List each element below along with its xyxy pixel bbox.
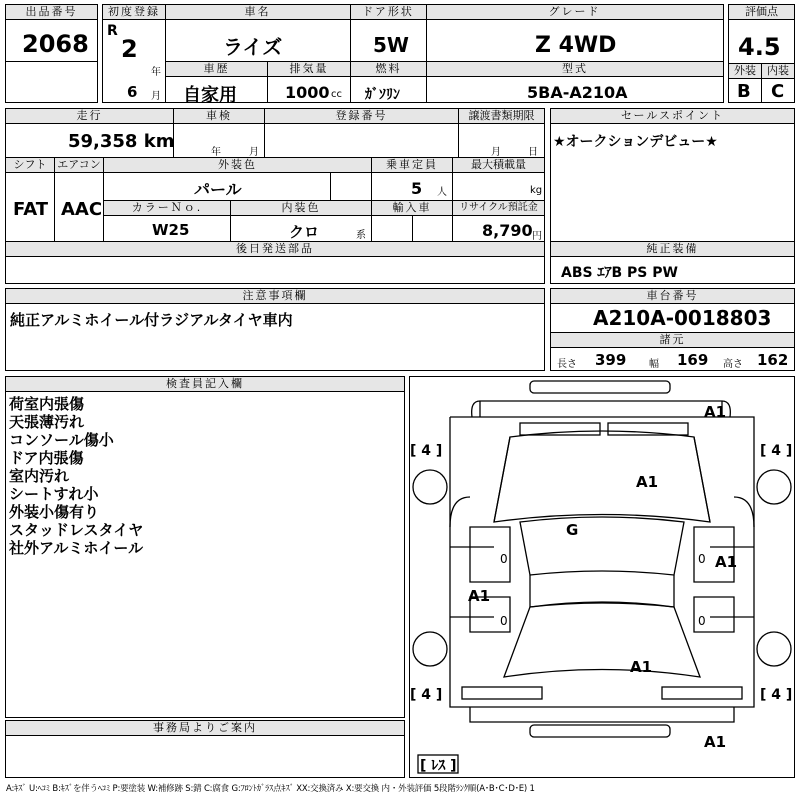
- lot-number: 2068: [22, 30, 89, 58]
- transfer-label: 譲渡書類期限: [459, 109, 544, 124]
- panel-zero: 0: [500, 614, 508, 628]
- caution-text: 純正アルミホイール付ラジアルタイヤ車内: [10, 311, 293, 329]
- panel-zero: 0: [698, 614, 706, 628]
- hgt: 162: [757, 351, 789, 369]
- load-label: 最大積載量: [453, 158, 544, 173]
- mileage-label: 走行: [6, 109, 173, 124]
- recycle-unit: 円: [532, 231, 542, 242]
- inspection-month: 月: [249, 147, 259, 158]
- recycle-label: リサイクル預託金: [453, 201, 544, 216]
- ac-label: エアコン: [55, 158, 103, 173]
- spec-box: [5, 108, 545, 242]
- reg-year: 2: [121, 35, 138, 63]
- hgt-label: 高さ: [723, 359, 743, 370]
- exterior-label: 外装: [729, 64, 761, 79]
- lot-label: 出品番号: [6, 5, 97, 20]
- note-item: 天張薄汚れ: [9, 413, 85, 431]
- tire-depth: [ 4 ]: [760, 687, 793, 703]
- doors-label: ドア形状: [350, 5, 426, 20]
- score-box: [728, 4, 795, 103]
- damage-mark: A1: [704, 403, 727, 421]
- import-label: 輸入車: [372, 201, 452, 216]
- note-item: シートすれ小: [9, 485, 99, 503]
- ac: AAC: [61, 199, 103, 220]
- interior-label: 内装: [762, 64, 794, 79]
- fuel-label: 燃料: [351, 62, 426, 77]
- model: 5BA-A210A: [527, 83, 628, 102]
- chassis-number: A210A-0018803: [593, 306, 772, 330]
- int-color-label: 内装色: [231, 201, 371, 216]
- car-diagram: [410, 377, 794, 777]
- note-item: ドア内張傷: [9, 449, 84, 467]
- color-label: 外装色: [104, 158, 371, 173]
- tire-depth: [ 4 ]: [410, 443, 443, 459]
- wid-label: 幅: [649, 359, 659, 370]
- car-name-label: 車名: [165, 5, 350, 20]
- damage-mark: A1: [636, 473, 659, 491]
- exterior-grade: B: [737, 81, 751, 102]
- model-label: 型式: [427, 62, 723, 77]
- month-unit: 月: [151, 91, 161, 102]
- load-unit: kg: [530, 185, 543, 196]
- note-item: 荷室内張傷: [9, 395, 85, 413]
- first-reg-label: 初度登録: [103, 5, 165, 20]
- recycle: 8,790: [482, 221, 533, 240]
- lot-box: [5, 4, 98, 103]
- mileage: 59,358 km: [68, 131, 175, 152]
- history-label: 車歴: [166, 62, 267, 77]
- note-item: スタッドレスタイヤ: [9, 521, 144, 539]
- len-label: 長さ: [557, 359, 577, 370]
- transfer-day: 日: [528, 147, 538, 158]
- registration-label: 登録番号: [265, 109, 458, 124]
- fuel: ｶﾞｿﾘﾝ: [365, 87, 400, 103]
- reg-month: 6: [127, 83, 138, 101]
- inspector-label: 検査員記入欄: [6, 377, 404, 392]
- score: 4.5: [738, 33, 781, 61]
- sales-point-label: セールスポイント: [551, 109, 794, 124]
- tire-depth: [ 4 ]: [410, 687, 443, 703]
- equipment-label: 純正装備: [551, 242, 794, 257]
- damage-mark: A1: [630, 658, 653, 676]
- damage-mark: A1: [715, 553, 738, 571]
- era: R: [107, 23, 118, 39]
- int-color: クロ: [289, 223, 320, 241]
- transfer-month: 月: [491, 147, 501, 158]
- note-item: コンソール傷小: [9, 431, 114, 449]
- equipment: ABS ｴｱB PS PW: [561, 265, 678, 281]
- len: 399: [595, 351, 627, 369]
- car-name: ライズ: [223, 35, 283, 59]
- color-no-label: カラーＮｏ.: [104, 201, 230, 216]
- equipment-box: [550, 241, 795, 284]
- later-parts-box: [5, 241, 545, 284]
- year-unit: 年: [151, 67, 161, 78]
- later-parts-label: 後日発送部品: [6, 242, 544, 257]
- chassis-box: [550, 288, 795, 371]
- caution-box: [5, 288, 545, 371]
- interior-grade: C: [771, 81, 785, 102]
- capacity-label: 乗車定員: [372, 158, 452, 173]
- inspection-year: 年: [211, 147, 221, 158]
- car-diagram-box: [409, 376, 795, 778]
- sales-point-box: [550, 108, 795, 242]
- sales-point: ★オークションデビュー★: [553, 134, 718, 150]
- damage-mark: A1: [704, 733, 727, 751]
- office-box: [5, 720, 405, 778]
- displacement-label: 排気量: [268, 62, 350, 77]
- color-no: W25: [152, 221, 190, 239]
- score-label: 評価点: [729, 5, 794, 20]
- office-label: 事務局よりご案内: [6, 721, 404, 736]
- tire-depth: [ 4 ]: [760, 443, 793, 459]
- grade-label: グレード: [426, 5, 723, 20]
- note-item: 室内汚れ: [9, 467, 70, 485]
- note-item: 外装小傷有り: [9, 503, 100, 521]
- displacement-unit: cc: [331, 89, 342, 100]
- damage-mark: G: [566, 521, 579, 539]
- inspector-box: [5, 376, 405, 718]
- dims-label: 諸元: [551, 333, 794, 348]
- shift-label: シフト: [6, 158, 54, 173]
- capacity-unit: 人: [437, 187, 447, 198]
- wid: 169: [677, 351, 709, 369]
- chassis-label: 車台番号: [551, 289, 794, 304]
- legend: A:ｷｽﾞ U:ﾍｺﾐ B:ｷｽﾞを伴うﾍｺﾐ P:要塗装 W:補修跡 S:錆 C:腐食 G:ﾌﾛﾝﾄｶﾞﾗｽ点ｷｽﾞ XX:交換済み X:要交換 内・外装評価 5段階ﾗﾝｸ順(A･B･C･D･E) 1: [6, 784, 535, 794]
- note-item: 社外アルミホイール: [9, 539, 144, 557]
- exterior-color: パール: [194, 180, 242, 199]
- int-color-unit: 系: [356, 230, 366, 241]
- spare-tire: [ ﾚｽ ]: [420, 758, 457, 774]
- displacement: 1000: [285, 83, 330, 102]
- shift: FAT: [13, 199, 49, 220]
- caution-label: 注意事項欄: [6, 289, 544, 304]
- grade: Z 4WD: [535, 33, 617, 58]
- main-info-box: [102, 4, 724, 106]
- history: 自家用: [183, 85, 237, 106]
- inspection-label: 車検: [174, 109, 264, 124]
- capacity: 5: [411, 179, 423, 198]
- doors: 5W: [373, 33, 409, 57]
- panel-zero: 0: [500, 552, 508, 566]
- damage-mark: A1: [468, 587, 491, 605]
- panel-zero: 0: [698, 552, 706, 566]
